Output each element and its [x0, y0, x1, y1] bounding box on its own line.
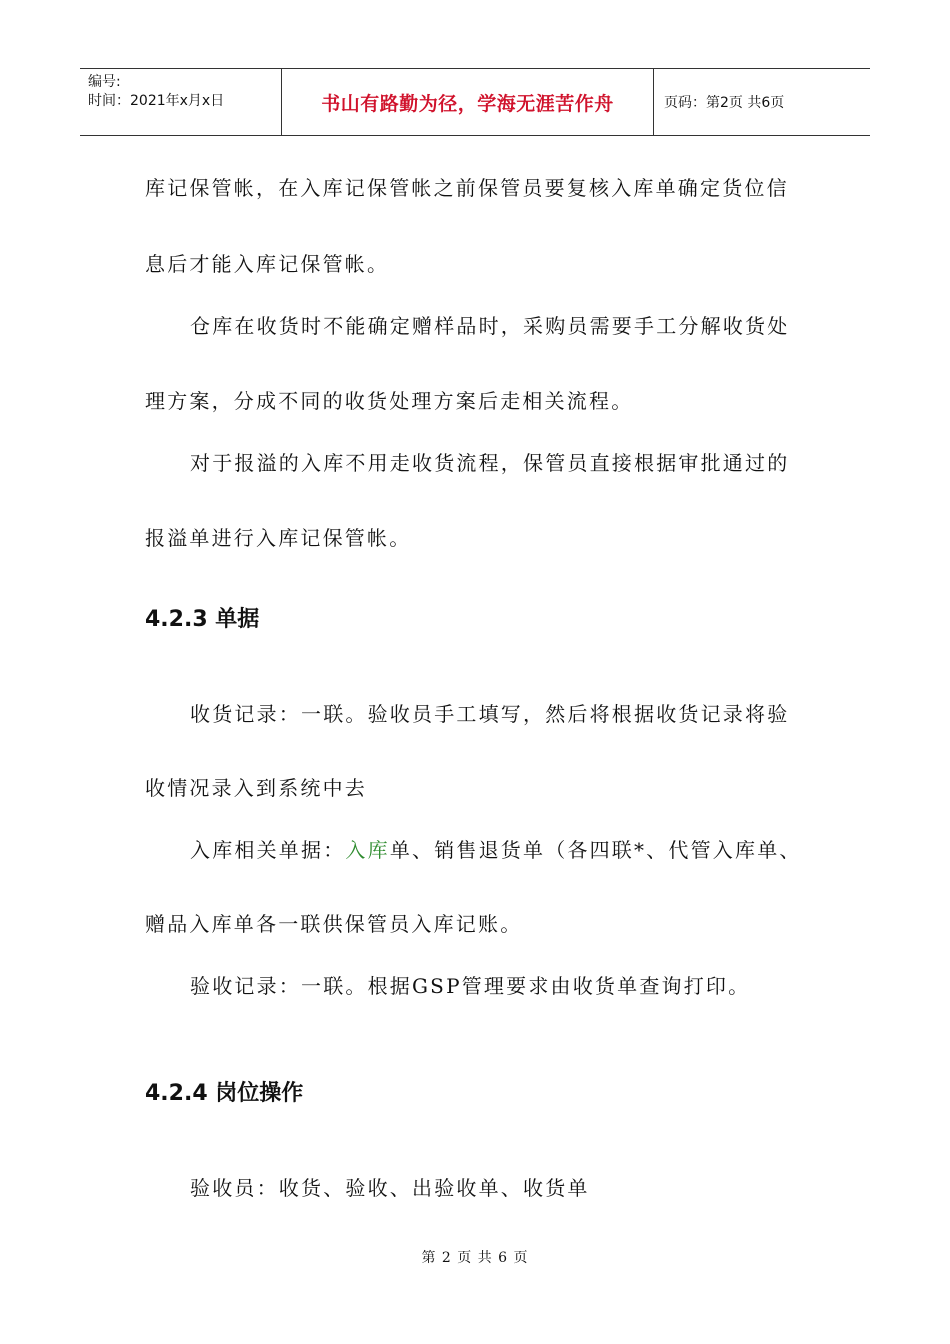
paragraph-line: 库记保管帐，在入库记保管帐之前保管员要复核入库单确定货位信: [145, 176, 789, 200]
paragraph-segment: 入库相关单据：: [190, 838, 346, 862]
paragraph-line: 对于报溢的入库不用走收货流程，保管员直接根据审批通过的: [190, 451, 790, 475]
paragraph-line: 息后才能入库记保管帐。: [145, 252, 390, 276]
header-page-info: 页码：第2页 共6页: [664, 95, 785, 111]
paragraph-line: 仓库在收货时不能确定赠样品时，采购员需要手工分解收货处: [190, 314, 790, 338]
paragraph-line: 收情况录入到系统中去: [145, 776, 367, 800]
paragraph-line: [190, 834, 802, 863]
paragraph-line: 理方案，分成不同的收货处理方案后走相关流程。: [145, 389, 634, 413]
paragraph-segment: 单、销售退货单（各四联*、代管入库单、: [389, 838, 802, 862]
paragraph-line: 赠品入库单各一联供保管员入库记账。: [145, 912, 523, 936]
paragraph-line: 验收记录：一联。根据GSP管理要求由收货单查询打印。: [190, 974, 751, 998]
section-heading-4-2-4: 4.2.4 岗位操作: [145, 1081, 304, 1106]
paragraph-line: 收货记录：一联。验收员手工填写，然后将根据收货记录将验: [190, 702, 790, 726]
section-heading-4-2-3: 4.2.3 单据: [145, 607, 260, 632]
document-number-label: 编号:: [88, 74, 121, 90]
highlighted-text: 入库: [345, 838, 390, 862]
header-meta: [80, 69, 282, 135]
document-time-label: 时间：2021年x月x日: [88, 93, 225, 109]
paragraph-line: 报溢单进行入库记保管帐。: [145, 526, 412, 550]
page-footer: 第 2 页 共 6 页: [421, 1250, 529, 1266]
page-header: [80, 68, 870, 136]
header-motto: 书山有路勤为径，学海无涯苦作舟: [282, 69, 654, 135]
paragraph-line: 验收员：收货、验收、出验收单、收货单: [190, 1176, 590, 1200]
